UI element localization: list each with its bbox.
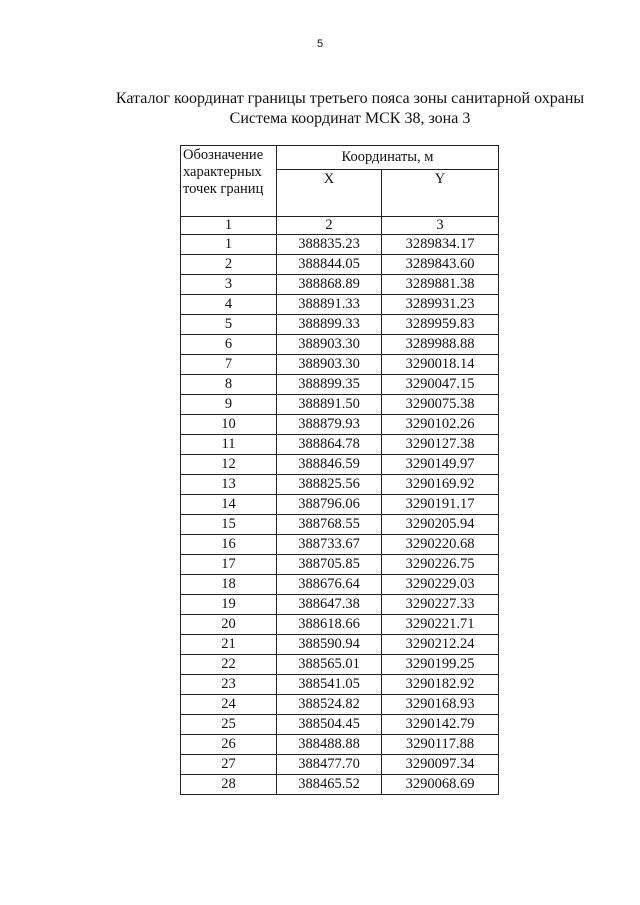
y-coordinate-cell: 3289959.83 — [382, 315, 499, 335]
point-cell: 23 — [181, 675, 277, 695]
table-row — [181, 595, 499, 615]
point-cell: 6 — [181, 335, 277, 355]
table-header-row-1 — [181, 146, 499, 170]
y-coordinate-cell: 3290127.38 — [382, 435, 499, 455]
x-coordinate-cell: 388846.59 — [277, 455, 382, 475]
point-cell: 10 — [181, 415, 277, 435]
y-coordinate-cell: 3290102.26 — [382, 415, 499, 435]
header-coordinates-cell: Координаты, м — [277, 146, 499, 170]
point-cell: 28 — [181, 775, 277, 795]
x-coordinate-cell: 388733.67 — [277, 535, 382, 555]
page-number: 5 — [316, 38, 324, 50]
y-coordinate-cell: 3290142.79 — [382, 715, 499, 735]
x-coordinate-cell: 388903.30 — [277, 355, 382, 375]
y-coordinate-cell: 3290220.68 — [382, 535, 499, 555]
y-coordinate-cell: 3290191.17 — [382, 495, 499, 515]
table-row — [181, 235, 499, 255]
point-cell: 27 — [181, 755, 277, 775]
table-row — [181, 755, 499, 775]
point-cell: 5 — [181, 315, 277, 335]
header-point-cell: Обозначение характерных точек границ — [181, 146, 277, 217]
point-cell: 9 — [181, 395, 277, 415]
x-coordinate-cell: 388618.66 — [277, 615, 382, 635]
y-coordinate-cell: 3289931.23 — [382, 295, 499, 315]
column-number-row — [181, 217, 499, 235]
table-row — [181, 615, 499, 635]
table-row — [181, 415, 499, 435]
table-row — [181, 375, 499, 395]
x-coordinate-cell: 388844.05 — [277, 255, 382, 275]
x-coordinate-cell: 388541.05 — [277, 675, 382, 695]
y-coordinate-cell: 3289988.88 — [382, 335, 499, 355]
table-row — [181, 355, 499, 375]
point-cell: 20 — [181, 615, 277, 635]
table-row — [181, 255, 499, 275]
x-coordinate-cell: 388835.23 — [277, 235, 382, 255]
x-coordinate-cell: 388899.35 — [277, 375, 382, 395]
x-coordinate-cell: 388768.55 — [277, 515, 382, 535]
title-line-1: Каталог координат границы третьего пояса зоны санитарной охраны — [115, 90, 585, 107]
point-cell: 1 — [181, 235, 277, 255]
x-coordinate-cell: 388796.06 — [277, 495, 382, 515]
y-coordinate-cell: 3290168.93 — [382, 695, 499, 715]
table-row — [181, 475, 499, 495]
x-coordinate-cell: 388565.01 — [277, 655, 382, 675]
x-coordinate-cell: 388864.78 — [277, 435, 382, 455]
point-cell: 19 — [181, 595, 277, 615]
table-row — [181, 515, 499, 535]
table-row — [181, 455, 499, 475]
point-cell: 11 — [181, 435, 277, 455]
table-row — [181, 655, 499, 675]
x-coordinate-cell: 388899.33 — [277, 315, 382, 335]
x-coordinate-cell: 388879.93 — [277, 415, 382, 435]
column-number-cell: 3 — [382, 217, 499, 235]
x-coordinate-cell: 388891.33 — [277, 295, 382, 315]
table-row — [181, 695, 499, 715]
x-coordinate-cell: 388504.45 — [277, 715, 382, 735]
x-coordinate-cell: 388868.89 — [277, 275, 382, 295]
y-coordinate-cell: 3290149.97 — [382, 455, 499, 475]
x-coordinate-cell: 388825.56 — [277, 475, 382, 495]
point-cell: 13 — [181, 475, 277, 495]
table-row — [181, 315, 499, 335]
point-cell: 24 — [181, 695, 277, 715]
y-coordinate-cell: 3290182.92 — [382, 675, 499, 695]
y-coordinate-cell: 3290047.15 — [382, 375, 499, 395]
coordinates-table — [180, 145, 499, 795]
table-row — [181, 715, 499, 735]
point-cell: 25 — [181, 715, 277, 735]
y-coordinate-cell: 3290226.75 — [382, 555, 499, 575]
column-number-cell: 2 — [277, 217, 382, 235]
y-coordinate-cell: 3290075.38 — [382, 395, 499, 415]
x-coordinate-cell: 388676.64 — [277, 575, 382, 595]
point-cell: 8 — [181, 375, 277, 395]
title-line-2: Система координат МСК 38, зона 3 — [229, 110, 471, 127]
point-cell: 18 — [181, 575, 277, 595]
point-cell: 7 — [181, 355, 277, 375]
point-cell: 22 — [181, 655, 277, 675]
point-cell: 14 — [181, 495, 277, 515]
table-row — [181, 435, 499, 455]
y-coordinate-cell: 3289843.60 — [382, 255, 499, 275]
y-coordinate-cell: 3290221.71 — [382, 615, 499, 635]
x-coordinate-cell: 388477.70 — [277, 755, 382, 775]
table-row — [181, 335, 499, 355]
table-row — [181, 535, 499, 555]
table-row — [181, 555, 499, 575]
point-cell: 3 — [181, 275, 277, 295]
table-row — [181, 295, 499, 315]
y-coordinate-cell: 3289881.38 — [382, 275, 499, 295]
x-coordinate-cell: 388465.52 — [277, 775, 382, 795]
x-coordinate-cell: 388647.38 — [277, 595, 382, 615]
y-coordinate-cell: 3290068.69 — [382, 775, 499, 795]
x-coordinate-cell: 388891.50 — [277, 395, 382, 415]
y-coordinate-cell: 3290199.25 — [382, 655, 499, 675]
point-cell: 2 — [181, 255, 277, 275]
y-coordinate-cell: 3290229.03 — [382, 575, 499, 595]
table-row — [181, 495, 499, 515]
table-row — [181, 735, 499, 755]
x-coordinate-cell: 388903.30 — [277, 335, 382, 355]
y-coordinate-cell: 3290205.94 — [382, 515, 499, 535]
y-coordinate-cell: 3290097.34 — [382, 755, 499, 775]
y-coordinate-cell: 3290018.14 — [382, 355, 499, 375]
table-row — [181, 395, 499, 415]
x-coordinate-cell: 388590.94 — [277, 635, 382, 655]
x-coordinate-cell: 388524.82 — [277, 695, 382, 715]
y-coordinate-cell: 3289834.17 — [382, 235, 499, 255]
x-coordinate-cell: 388488.88 — [277, 735, 382, 755]
column-number-cell: 1 — [181, 217, 277, 235]
table-row — [181, 275, 499, 295]
point-cell: 15 — [181, 515, 277, 535]
table-row — [181, 775, 499, 795]
point-cell: 26 — [181, 735, 277, 755]
table-row — [181, 675, 499, 695]
point-cell: 16 — [181, 535, 277, 555]
x-coordinate-cell: 388705.85 — [277, 555, 382, 575]
point-cell: 17 — [181, 555, 277, 575]
table-row — [181, 635, 499, 655]
point-cell: 4 — [181, 295, 277, 315]
header-x-cell: X — [277, 170, 382, 217]
point-cell: 12 — [181, 455, 277, 475]
point-cell: 21 — [181, 635, 277, 655]
y-coordinate-cell: 3290117.88 — [382, 735, 499, 755]
table-row — [181, 575, 499, 595]
y-coordinate-cell: 3290227.33 — [382, 595, 499, 615]
y-coordinate-cell: 3290212.24 — [382, 635, 499, 655]
document-title — [0, 89, 640, 129]
header-y-cell: Y — [382, 170, 499, 217]
y-coordinate-cell: 3290169.92 — [382, 475, 499, 495]
